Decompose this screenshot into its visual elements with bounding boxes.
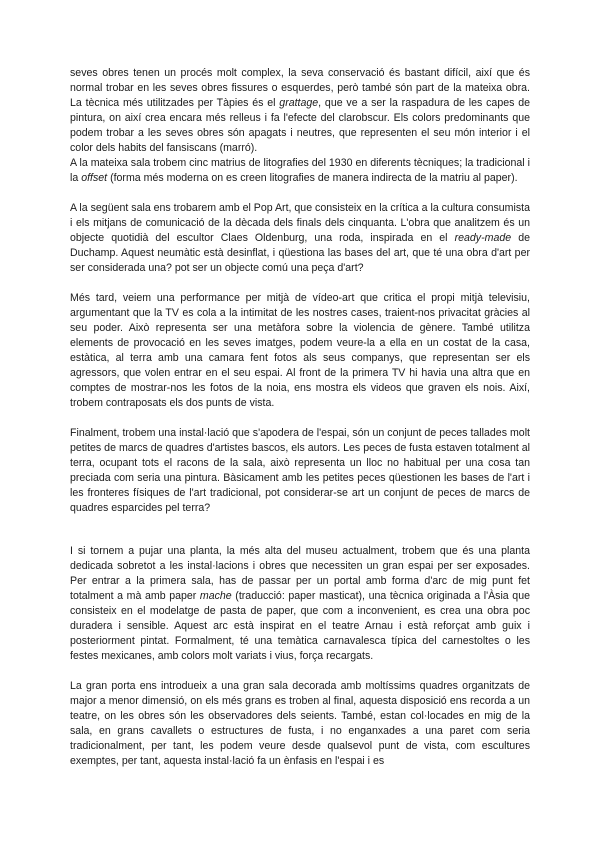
text-run: Més tard, veiem una performance per mitjà de vídeo-art que critica el propi mitjà televisiu, argumentant que la TV es cola a la intimitat de les nostres cases, traient-nos privacitat gràcies al seu poder. Això representa ser una metàfora sobre la violencia de gènere. També utilitza elements de provocació en les seves imatges, podem veure-la a ella en un costat de la casa, estàtica, al terra amb una camara fent fotos als seus companys, que representan ser els agressors, que volen entrar en el seu espai. Al front de la primera TV hi havia una altra que en comptes de mostrar-nos les fotos de la noia, ens mostra els videos que graven els nois. Així, trobem contraposats els dos punts de vista. [70, 292, 530, 409]
paragraph-installacio [70, 426, 530, 516]
text-run: I si tornem a pujar una planta, la més alta del museu actualment, trobem que és una planta dedicada sobretot a les instal·lacions i obres que necessiten un gran espai per ser exposades. Per entrar a la primera sala, has de passar per un portal amb forma d'arc de mig punt fet totalment a mà amb paper [70, 545, 530, 602]
text-run: Finalment, trobem una instal·lació que s'apodera de l'espai, són un conjunt de peces tallades molt petites de marcs de quadres d'artistes bascos, els autors. Les peces de fusta estaven totalment al terra, ocupant tots el racons de la sala, això representa un lloc no habitual per una cosa tan preciada com seria una pintura. Bàsicament amb les petites peces qüestionen les bases de l'art i les fronteres físiques de l'art tradicional, pot considerar-se art un conjunt de peces de marcs de quadres esparcides pel terra? [70, 427, 530, 514]
paragraph-gran-porta [70, 679, 530, 769]
text-run: , que ve a ser la raspadura de les capes de pintura, on així crea encara més relleus i fa l'efecte del clarobscur. Els colors predominants que podem trobar a les seves obres són apagats i neutres, que representen el seu món interior i el color dels habits del fansiscans (marró). [70, 97, 530, 154]
text-run: A la mateixa sala trobem cinc matrius de litografies del 1930 en diferents tècniques; la tradicional i la [70, 157, 530, 184]
italic-term: offset [81, 172, 108, 184]
paragraph-tapies [70, 66, 530, 156]
text-run: (forma més moderna on es creen litografies de manera indirecta de la matriu al paper). [107, 172, 518, 184]
text-run: seves obres tenen un procés molt complex, la seva conservació és bastant difícil, així que és normal trobar en les seves obres fissures o esquerdes, però també són part de la mateixa obra. La tècnica més utilitzades per Tàpies és el [70, 67, 530, 109]
paragraph-planta [70, 544, 530, 664]
italic-term: ready-made [454, 232, 512, 244]
italic-term: mache [199, 590, 232, 602]
paragraph-pop-art [70, 201, 530, 276]
text-run: A la següent sala ens trobarem amb el Pop Art, que consisteix en la crítica a la cultura consumista i els mitjans de comunicació de la dècada dels finals dels cinquanta. L'obra que analitzem és un objecte quotidià del escultor Claes Oldenburg, una roda, inspirada en el [70, 202, 530, 244]
paragraph-litografies [70, 156, 530, 186]
italic-term: grattage [279, 97, 319, 109]
body-text [70, 66, 530, 769]
text-run: de Duchamp. Aquest neumàtic està desinflat, i qüestiona las bases del art, que té una obra d'art per ser considerada una? pot ser un objecte comú una peça d'art? [70, 232, 530, 274]
text-run: La gran porta ens introdueix a una gran sala decorada amb moltíssims quadres organitzats de major a menor dimensió, on els més grans es troben al final, aquesta disposició ens recorda a un teatre, on les obres són les observadores dels seients. També, estan col·locades en mig de la sala, en grans cavallets o estructures de fusta, i no enganxades a una paret com seria tradicionalment, per tant, les podem veure desde qualsevol punt de vista, com escultures exemptes, per tant, aquesta instal·lació fa un ènfasis en l'espai i es [70, 680, 530, 767]
text-run: (traducció: paper masticat), una tècnica originada a l'Àsia que consisteix en el modelatge de pasta de paper, que com a inconvenient, es crea una obra poc duradera i sensible. Aquest arc està inspirat en el teatre Arnau i està reforçat amb guix i posteriorment pintat. Formalment, té una temàtica carnavalesca típica del carnestoltes o les festes mexicanes, amb colors molt variats i vius, força recargats. [70, 590, 530, 662]
paragraph-video-art [70, 291, 530, 411]
